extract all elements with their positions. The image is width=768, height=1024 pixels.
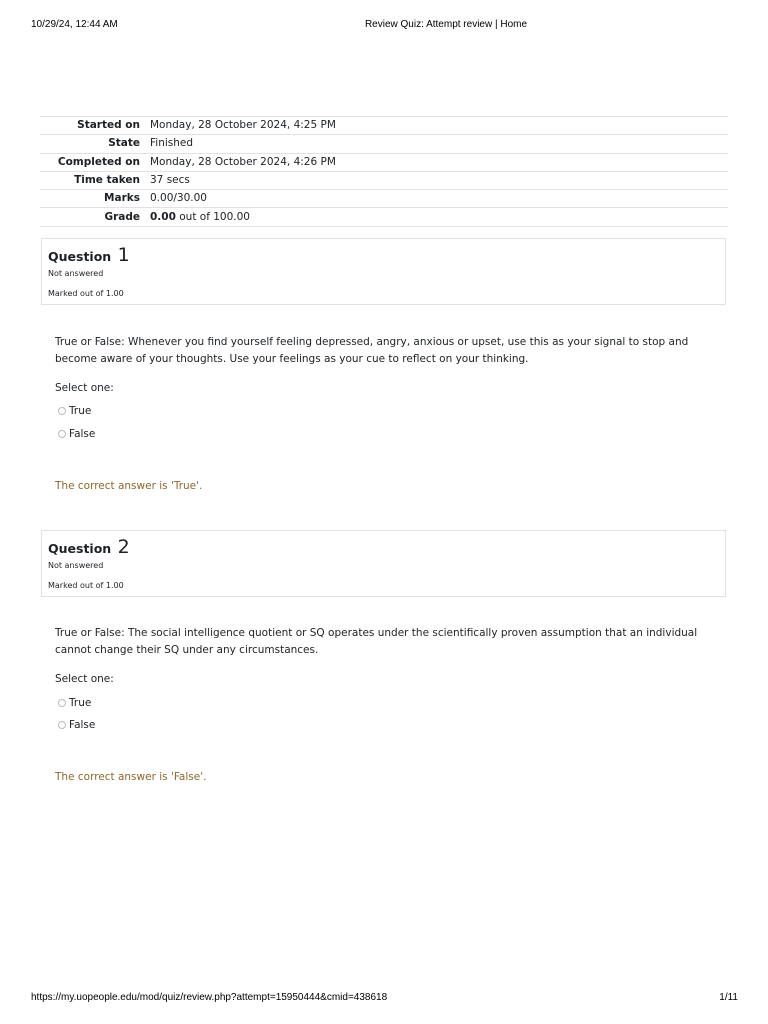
summary-value: Monday, 28 October 2024, 4:26 PM [150, 153, 728, 171]
summary-label: Time taken [40, 171, 150, 189]
grade-score: 0.00 [150, 210, 176, 223]
question-info-box [41, 530, 726, 597]
print-datetime: 10/29/24, 12:44 AM [31, 19, 118, 30]
summary-value [150, 208, 728, 226]
question-label: Question [48, 249, 112, 264]
summary-value: 0.00/30.00 [150, 190, 728, 208]
summary-row [40, 135, 728, 153]
summary-row [40, 171, 728, 189]
summary-label: Started on [40, 117, 150, 135]
option-label: True [69, 405, 92, 417]
answer-option-false[interactable] [58, 428, 95, 440]
summary-value: 37 secs [150, 171, 728, 189]
grade-out-of: out of 100.00 [175, 210, 250, 223]
correct-answer-feedback: The correct answer is 'False'. [55, 771, 207, 783]
answer-option-true[interactable] [58, 697, 91, 709]
question-text: True or False: The social intelligence quotient or SQ operates under the scientifically proven assumption that an individual cannot change their SQ under any circumstances. [55, 627, 698, 656]
summary-label: Grade [40, 208, 150, 226]
page-url: https://my.uopeople.edu/mod/quiz/review.php?attempt=15950444&cmid=438618 [31, 992, 388, 1003]
summary-label: State [40, 135, 150, 153]
summary-row [40, 117, 728, 135]
question-number: 1 [117, 244, 130, 266]
option-label: True [69, 697, 92, 709]
question-state: Not answered [48, 561, 104, 570]
question-heading [48, 536, 130, 558]
summary-value: Monday, 28 October 2024, 4:25 PM [150, 117, 728, 135]
print-header [0, 19, 768, 33]
correct-answer-feedback: The correct answer is 'True'. [55, 480, 203, 492]
answer-prompt: Select one: [55, 382, 114, 394]
answer-option-true[interactable] [58, 405, 91, 417]
radio-button[interactable] [58, 407, 66, 415]
summary-value: Finished [150, 135, 728, 153]
summary-label: Marks [40, 190, 150, 208]
attempt-summary-table [40, 116, 728, 227]
option-label: False [69, 428, 96, 440]
question-label: Question [48, 541, 112, 556]
answer-prompt: Select one: [55, 673, 114, 685]
question-max-grade: Marked out of 1.00 [48, 289, 124, 298]
question-number: 2 [117, 536, 130, 558]
print-title: Review Quiz: Attempt review | Home [364, 19, 528, 30]
page-number: 1/11 [719, 992, 738, 1003]
summary-row [40, 208, 728, 226]
question-state: Not answered [48, 269, 104, 278]
question-max-grade: Marked out of 1.00 [48, 581, 124, 590]
radio-button[interactable] [58, 721, 66, 729]
radio-button[interactable] [58, 699, 66, 707]
question-info-box [41, 238, 726, 305]
summary-row [40, 190, 728, 208]
summary-label: Completed on [40, 153, 150, 171]
question-heading [48, 244, 130, 266]
option-label: False [69, 719, 96, 731]
question-text: True or False: Whenever you find yourself feeling depressed, angry, anxious or upset, use this as your signal to stop and become aware of your thoughts. Use your feelings as your cue to reflect on your thinking. [55, 336, 689, 365]
print-footer [0, 992, 768, 1006]
radio-button[interactable] [58, 430, 66, 438]
summary-row [40, 153, 728, 171]
answer-option-false[interactable] [58, 719, 95, 731]
